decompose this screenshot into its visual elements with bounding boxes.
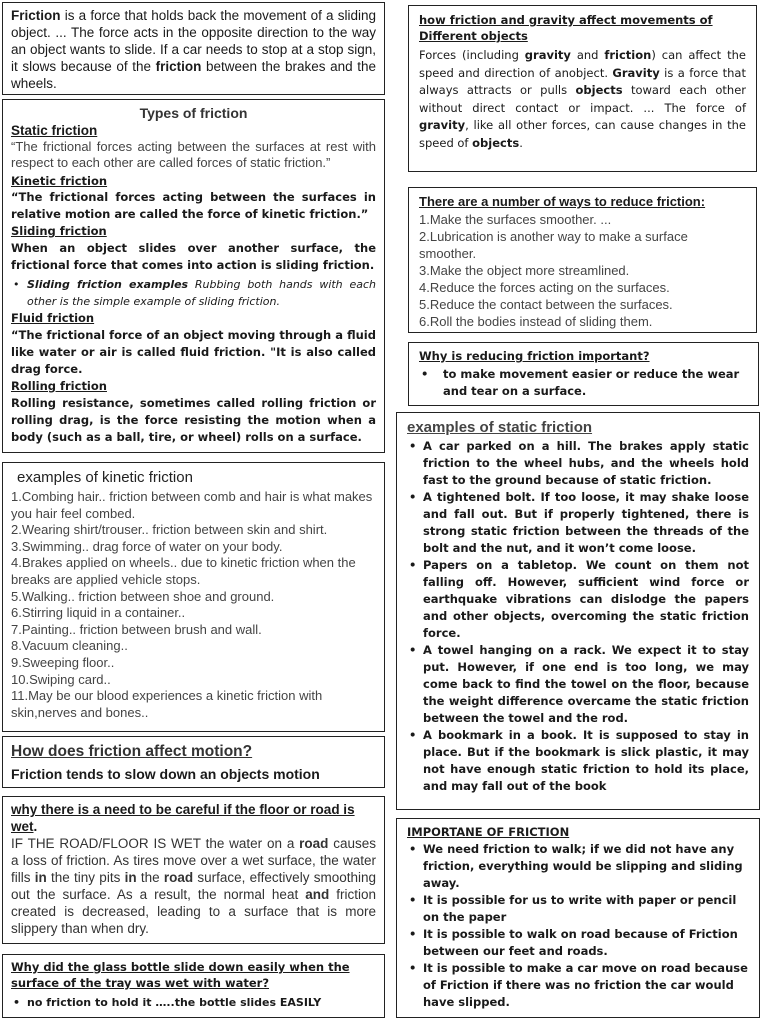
kinetic-text: “The frictional forces acting between the surfaces in relative motion are called the force of kinetic friction.” [11,190,376,221]
list-item: 6.Roll the bodies instead of sliding them. [419,314,653,329]
sliding-text: When an object slides over another surface, the frictional force that comes into action is sliding friction. [11,241,376,272]
types-title: Types of friction [139,105,248,121]
importance-box [396,818,760,1018]
wet-title: why there is a need to be careful if the floor or road is wet. [11,802,355,834]
reduce-list [419,211,746,330]
intro-text: Friction is a force that holds back the movement of a sliding object. ... The force acts in the opposite direction to the way an object wants to slide. If a car needs to stop at a stop sign, it slows because of the friction between the brakes and the wheels. [11,8,377,91]
list-item: 1.Make the surfaces smoother. ... [419,212,612,227]
rolling-heading: Rolling friction [11,379,107,393]
gravity-box [408,5,757,172]
list-item: • It is possible to walk on road because of Friction between our feet and roads. [407,926,749,960]
list-item: • A car parked on a hill. The brakes apply static friction to the wheel hubs, and the wheels hold fast to the ground because of static friction. [407,438,749,489]
kinetic-examples-list [11,489,376,721]
static-examples-title: examples of static friction [407,419,593,436]
intro-box [2,2,385,95]
list-item: 5.Walking.. friction between shoe and ground. [11,588,275,604]
list-item: 2.Lubrication is another way to make a surface smoother. [419,229,688,261]
list-item: 7.Painting.. friction between brush and wall. [11,621,262,637]
list-item: • It is possible for us to write with paper or pencil on the paper [407,892,749,926]
list-item: • A tightened bolt. If too loose, it may shake loose and fall out. But if properly tightened, there is strong static friction between the threads of the bolt and the nut, and it won’t come loose. [407,489,749,557]
bottle-box [2,954,385,1018]
list-item: • Papers on a tabletop. We count on them not falling off. However, sufficient wind force or earthquake vibrations can dislodge the papers and other objects, overcoming the static friction force. [407,557,749,642]
kinetic-examples-box [2,462,385,732]
sliding-heading: Sliding friction [11,224,107,238]
motion-title: How does friction affect motion? [11,743,253,760]
static-heading: Static friction [11,123,98,138]
bottle-bullet: • no friction to hold it …..the bottle slides EASILY [11,995,376,1011]
sliding-example-bullet: • Sliding friction examples Rubbing both hands with each other is the simple example of sliding friction. [11,276,376,310]
list-item: 1.Combing hair.. friction between comb and hair is what makes you hair feel combed. [11,489,373,521]
motion-text: Friction tends to slow down an objects motion [11,766,320,782]
list-item: • A bookmark in a book. It is supposed to stay in place. But if the bookmark is slick plastic, it may not have enough static friction to hold its place, and may fall out of the book [407,727,749,795]
list-item: 2.Wearing shirt/trouser.. friction between skin and shirt. [11,522,328,538]
list-item: 11.May be our blood experiences a kinetic friction with skin,nerves and bones.. [11,688,323,720]
kinetic-heading: Kinetic friction [11,174,108,188]
wet-text: IF THE ROAD/FLOOR IS WET the water on a road causes a loss of friction. As tires move over a wet surface, the water fills in the tiny pits in the road surface, effectively smoothing out the surface. As a result, the normal heat and friction created is decreased, leading to a surface that is more slippery than when dry. [11,836,377,936]
reduce-title: There are a number of ways to reduce friction: [419,194,706,209]
static-examples-box [396,412,760,810]
importance-list [407,841,749,892]
why-reduce-box [408,342,759,406]
wet-floor-box [2,796,385,944]
fluid-text: “The frictional force of an object moving through a fluid like water or air is called fluid friction. "It is also called drag force. [11,328,376,376]
fluid-heading: Fluid friction [11,311,95,325]
list-item: 4.Brakes applied on wheels.. due to kinetic friction when the breaks are applied vehicle stops. [11,555,356,587]
list-item: 9.Sweeping floor.. [11,654,115,670]
importance-title: IMPORTANE OF FRICTION [407,825,570,839]
list-item: • We need friction to walk; if we did not have any friction, everything would be slipping and sliding away. [407,841,749,892]
importance-list-rest [407,892,749,1011]
reduce-friction-box [408,187,757,333]
list-item: • It is possible to make a car move on road because of Friction if there was no friction the car would have slipped. [407,960,749,1011]
why-reduce-bullet: • to make movement easier or reduce the wear and tear on a surface. [419,366,748,400]
list-item: • A towel hanging on a rack. We expect it to stay put. However, if one end is too long, we may come back to find the towel on the floor, because the weight difference overcame the static friction between the towel and the rod. [407,642,749,727]
list-item: 6.Stirring liquid in a container.. [11,605,186,621]
gravity-text: Forces (including gravity and friction) can affect the speed and direction of anobject. Gravity is a force that always attracts or pulls objects toward each other without direct contact or impact. ... The force of gravity, like all other forces, can cause changes in the speed of objects. [419,48,746,150]
list-item: 3.Swimming.. drag force of water on your body. [11,538,283,554]
rolling-text: Rolling resistance, sometimes called rolling friction or rolling drag, is the force resisting the motion when a body (such as a ball, tire, or wheel) rolls on a surface. [11,396,377,444]
why-reduce-title: Why is reducing friction important? [419,349,650,363]
list-item: 3.Make the object more streamlined. [419,263,630,278]
gravity-title-2: Different objects [419,29,528,43]
gravity-title-1: how friction and gravity affect movements of [419,13,713,27]
list-item: 10.Swiping card.. [11,671,111,687]
kinetic-examples-title: examples of kinetic friction [17,469,193,486]
list-item: 5.Reduce the contact between the surfaces. [419,297,673,312]
bottle-title: Why did the glass bottle slide down easily when the surface of the tray was wet with water? [11,960,350,990]
list-item: 4.Reduce the forces acting on the surfaces. [419,280,670,295]
static-examples-list [407,438,749,795]
motion-box [2,736,385,788]
types-of-friction-box [2,99,385,453]
list-item: 8.Vacuum cleaning.. [11,638,128,654]
static-text: “The frictional forces acting between the surfaces at rest with respect to each other are called forces of static friction.” [11,139,376,170]
